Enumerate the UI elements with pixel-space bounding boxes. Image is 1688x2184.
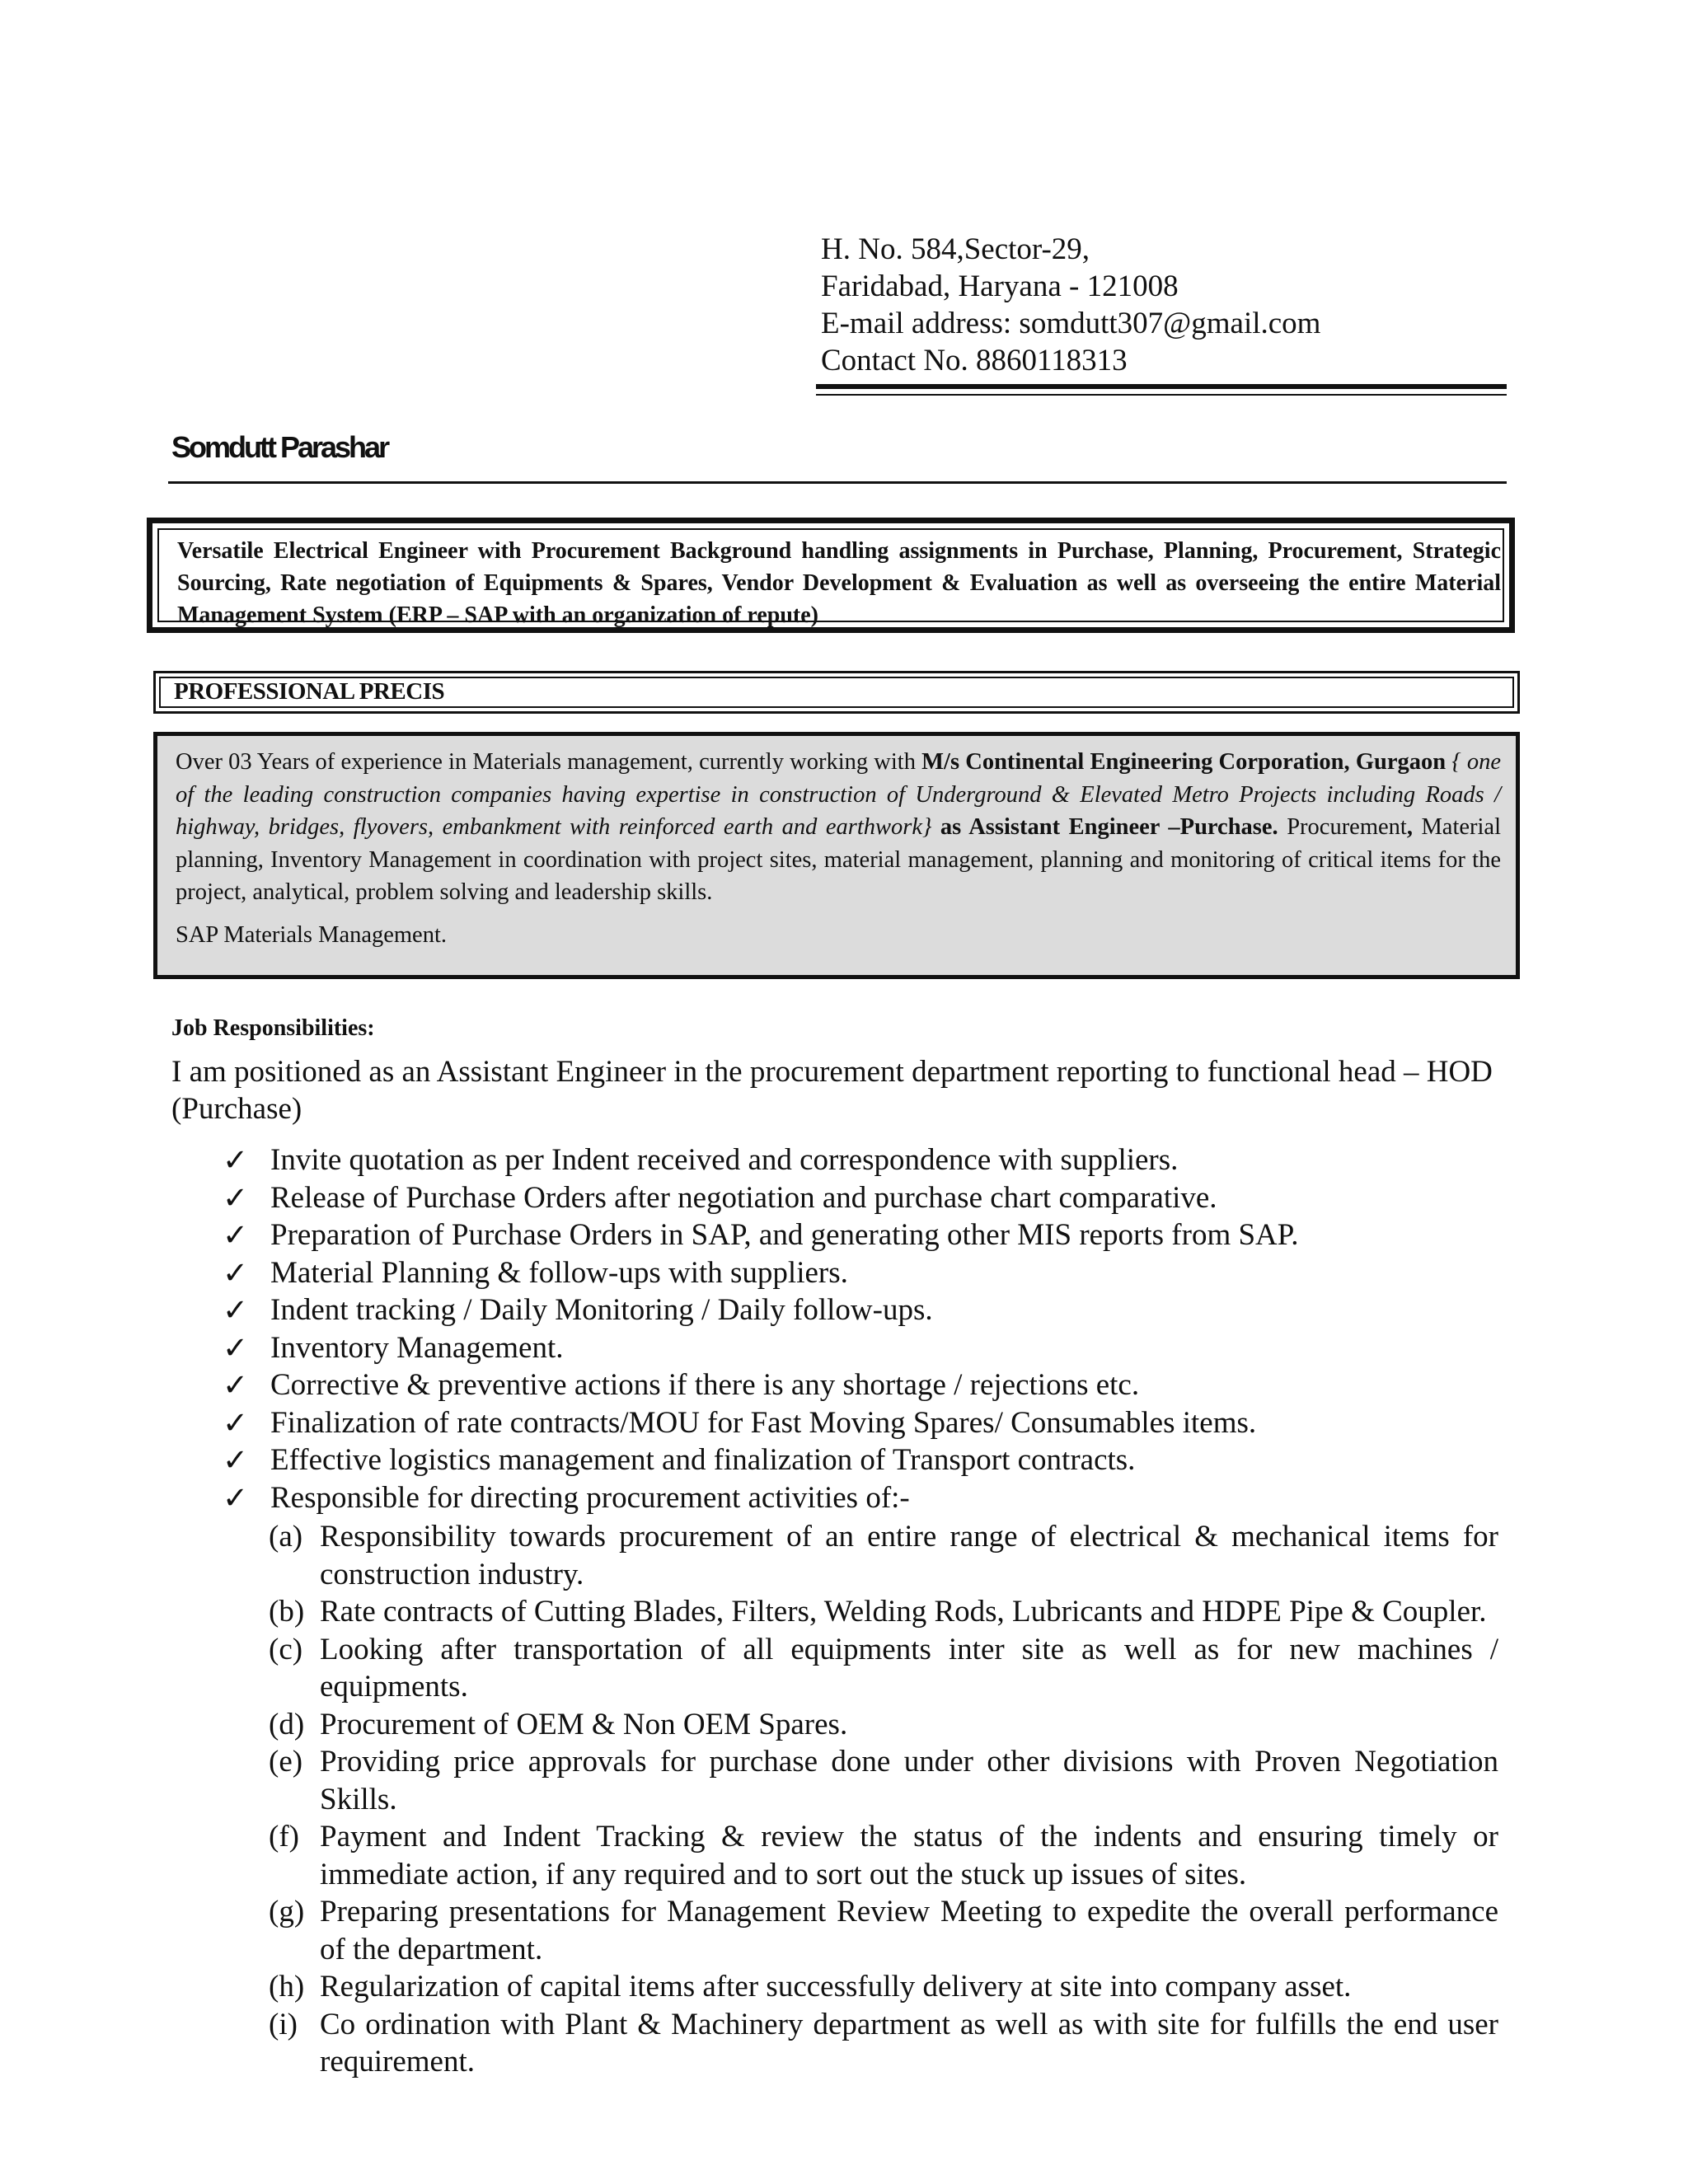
job-intro: I am positioned as an Assistant Engineer in the procurement department reporting to functional head – HOD (Purchase)	[171, 1055, 1493, 1126]
list-item-text: Release of Purchase Orders after negotiation and purchase chart comparative.	[270, 1180, 1217, 1215]
list-item-text: Looking after transportation of all equipments inter site as well as for new machines / equipments.	[320, 1632, 1498, 1704]
list-item	[269, 1968, 1498, 2006]
precis-role: as Assistant Engineer –Purchase.	[931, 814, 1278, 840]
list-item-text: Payment and Indent Tracking & review the status of the indents and ensuring timely or immediate action, if any required and to sort out the stuck up issues of sites.	[320, 1820, 1498, 1891]
list-item-label: (e)	[269, 1745, 303, 1779]
list-item-text: Finalization of rate contracts/MOU for Fast Moving Spares/ Consumables items.	[270, 1405, 1257, 1440]
list-item	[223, 1367, 1508, 1405]
checkmark-icon: ✓	[223, 1406, 249, 1441]
list-item	[223, 1255, 1508, 1293]
precis-title: PROFESSIONAL PRECIS	[174, 678, 445, 705]
checkmark-icon: ✓	[223, 1369, 249, 1403]
list-item-text: Inventory Management.	[270, 1330, 564, 1365]
list-item-text: Material Planning & follow-ups with suppliers.	[270, 1255, 848, 1290]
list-item	[269, 1706, 1498, 1744]
list-item	[223, 1480, 1508, 1518]
checklist	[223, 1142, 1508, 1517]
list-item	[269, 1593, 1498, 1631]
list-item	[269, 1818, 1498, 1893]
list-item	[269, 2006, 1498, 2081]
list-item-label: (i)	[269, 2007, 298, 2041]
contact-divider-thin	[816, 394, 1507, 396]
list-item	[223, 1330, 1508, 1368]
address-line-1: H. No. 584,Sector-29,	[821, 232, 1090, 266]
precis-text-g: Material planning, Inventory Management in coordination with project sites, material management, planning and monitoring of critical items for the project, analytical, problem solving and leadership skills.	[176, 814, 1502, 905]
list-item	[269, 1893, 1498, 1968]
precis-paragraph	[176, 746, 1501, 909]
list-item-text: Preparing presentations for Management Review Meeting to expedite the overall performance of the department.	[320, 1895, 1498, 1966]
list-item	[223, 1442, 1508, 1480]
list-item-label: (a)	[269, 1520, 303, 1554]
list-item-label: (h)	[269, 1970, 305, 2004]
job-heading: Job Responsibilities:	[171, 1015, 375, 1041]
list-item-text: Corrective & preventive actions if there is any shortage / rejections etc.	[270, 1368, 1140, 1402]
checkmark-icon: ✓	[223, 1444, 249, 1478]
list-item-label: (c)	[269, 1632, 303, 1666]
checkmark-icon: ✓	[223, 1294, 249, 1328]
precis-content-box	[153, 732, 1520, 979]
precis-text-e: Procurement	[1278, 814, 1407, 840]
address-line-2: Faridabad, Haryana - 121008	[821, 269, 1179, 303]
list-item-text: Co ordination with Plant & Machinery department as well as with site for fulfills the end user requirement.	[320, 2007, 1498, 2079]
list-item-text: Invite quotation as per Indent received and correspondence with suppliers.	[270, 1143, 1179, 1177]
precis-sap-line: SAP Materials Management.	[176, 922, 448, 948]
name-divider	[168, 481, 1507, 484]
list-item-text: Regularization of capital items after successfully delivery at site into company asset.	[320, 1970, 1352, 2004]
summary-box	[147, 518, 1515, 633]
precis-text-a: Over 03 Years of experience in Materials management, currently working with	[176, 749, 922, 775]
list-item-text: Providing price approvals for purchase done under other divisions with Proven Negotiation Skills.	[320, 1745, 1498, 1816]
checkmark-icon: ✓	[223, 1219, 249, 1253]
list-item-label: (f)	[269, 1820, 299, 1854]
checkmark-icon: ✓	[223, 1256, 249, 1291]
list-item	[269, 1743, 1498, 1818]
list-item-label: (b)	[269, 1595, 305, 1629]
list-item	[223, 1405, 1508, 1443]
list-item-text: Rate contracts of Cutting Blades, Filters, Welding Rods, Lubricants and HDPE Pipe & Coupler.	[320, 1595, 1487, 1629]
checkmark-icon: ✓	[223, 1181, 249, 1216]
list-item-label: (g)	[269, 1895, 305, 1929]
precis-company: M/s Continental Engineering Corporation, Gurgaon	[921, 749, 1452, 775]
summary-text: Versatile Electrical Engineer with Procurement Background handling assignments in Purchase, Planning, Procurement, Strategic Sourcing, Rate negotiation of Equipments & Spares, Vendor Development & Evaluation as well as overseeing the entire Material Management System (ERP – SAP with an organization of repute)	[177, 538, 1501, 628]
list-item-text: Preparation of Purchase Orders in SAP, and generating other MIS reports from SAP.	[270, 1218, 1299, 1252]
precis-comma: ,	[1406, 814, 1413, 840]
sub-list	[269, 1518, 1498, 2081]
list-item	[269, 1518, 1498, 1593]
candidate-name: Somdutt Parashar	[171, 430, 388, 464]
list-item	[223, 1180, 1508, 1218]
precis-header-box	[153, 671, 1520, 714]
contact-divider-thick	[816, 384, 1507, 389]
checkmark-icon: ✓	[223, 1144, 249, 1178]
list-item	[269, 1631, 1498, 1706]
list-item-label: (d)	[269, 1707, 305, 1741]
list-item	[223, 1292, 1508, 1330]
precis-company-description: { one of the leading construction companies having expertise in construction of Underground & Elevated Metro Projects including Roads / highway, bridges, flyovers, embankment with reinforced earth and earthwork}	[176, 749, 1502, 840]
phone-line: Contact No. 8860118313	[821, 344, 1128, 377]
list-item	[223, 1142, 1508, 1180]
list-item-text: Effective logistics management and finalization of Transport contracts.	[270, 1443, 1136, 1477]
list-item-text: Indent tracking / Daily Monitoring / Daily follow-ups.	[270, 1293, 933, 1327]
list-item-text: Procurement of OEM & Non OEM Spares.	[320, 1707, 848, 1741]
checkmark-icon: ✓	[223, 1481, 249, 1516]
list-item-text: Responsible for directing procurement activities of:-	[270, 1480, 910, 1515]
email-line: E-mail address: somdutt307@gmail.com	[821, 307, 1321, 340]
list-item	[223, 1217, 1508, 1255]
checkmark-icon: ✓	[223, 1331, 249, 1366]
list-item-text: Responsibility towards procurement of an entire range of electrical & mechanical items for construction industry.	[320, 1520, 1498, 1591]
contact-block	[821, 231, 1320, 379]
